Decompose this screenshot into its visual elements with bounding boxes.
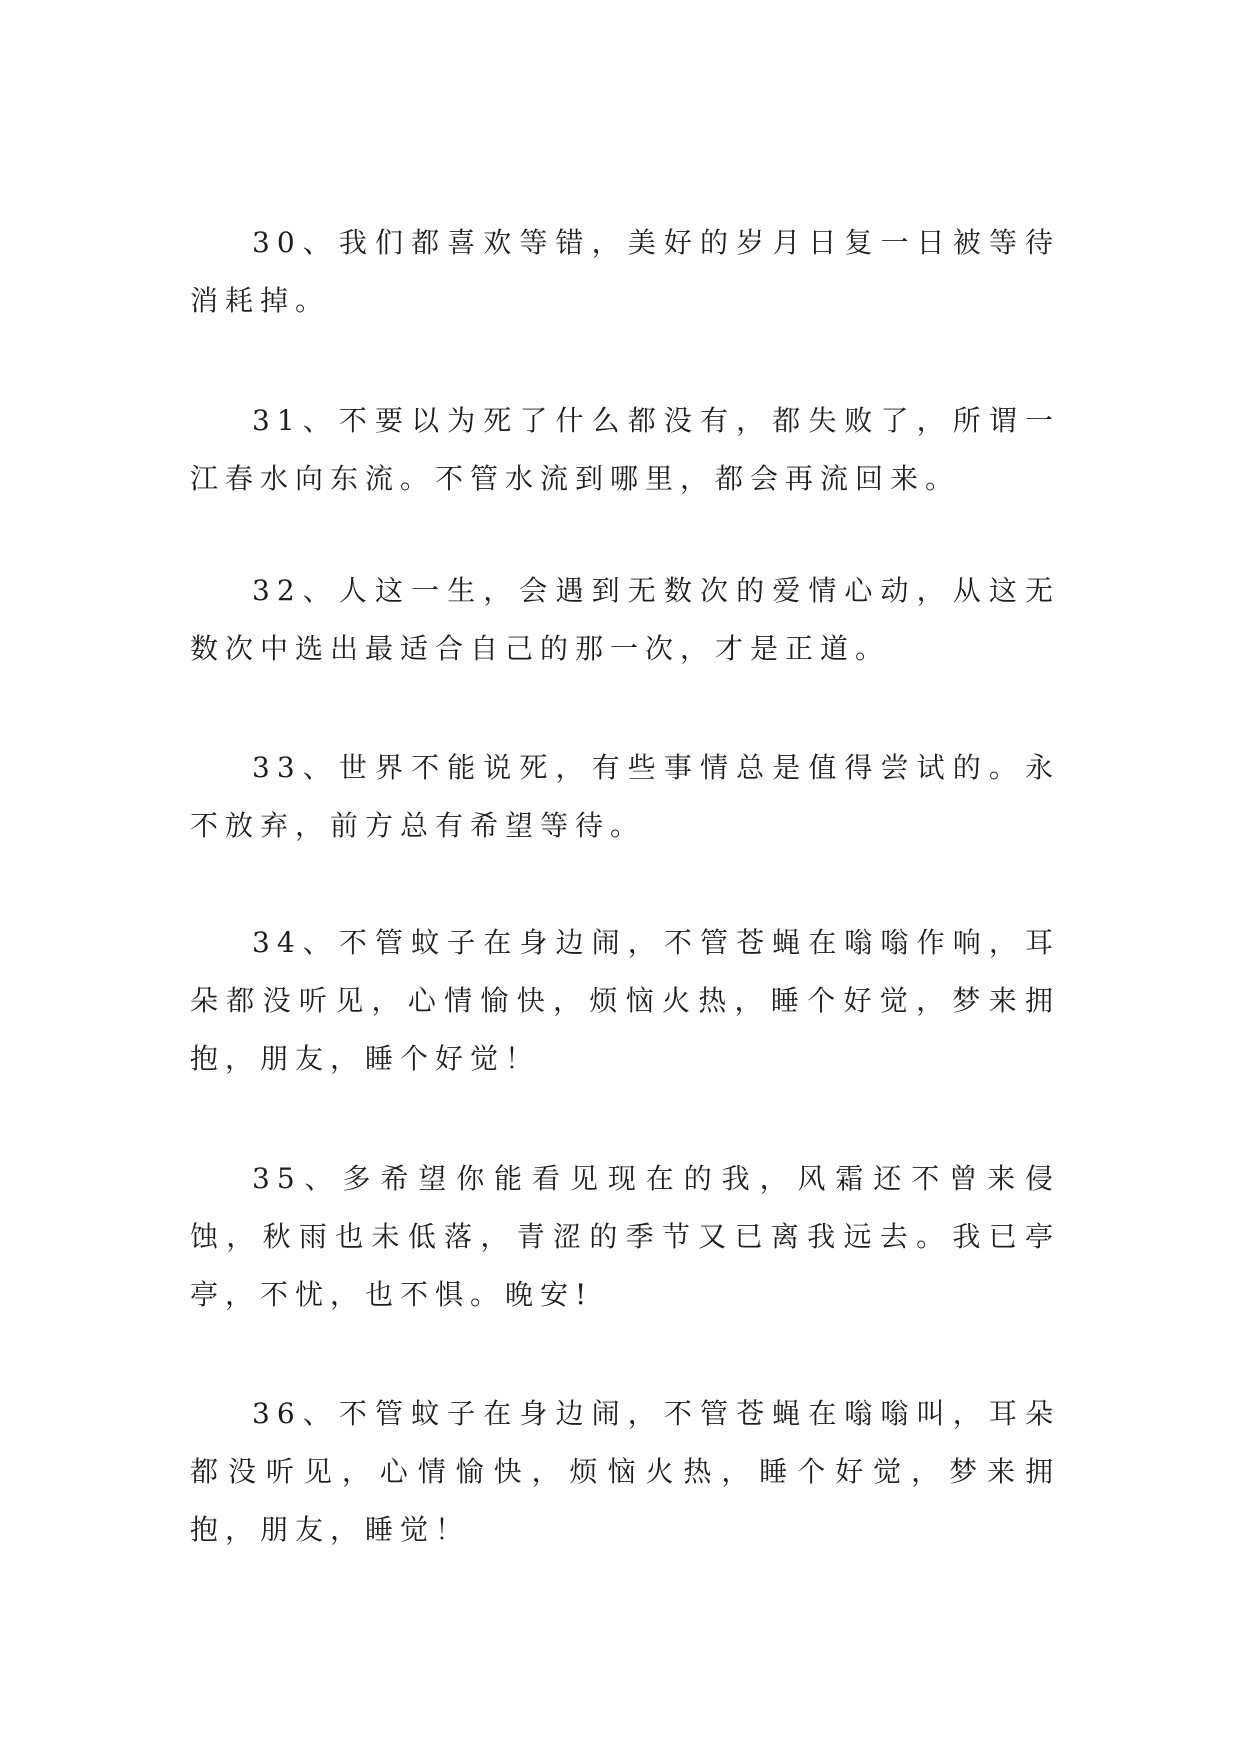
paragraph-33: 33、世界不能说死，有些事情总是值得尝试的。永不放弃，前方总有希望等待。 [190,751,1060,842]
paragraph-30: 30、我们都喜欢等错，美好的岁月日复一日被等待消耗掉。 [190,226,1060,317]
paragraph-32: 32、人这一生，会遇到无数次的爱情心动，从这无数次中选出最适合自己的那一次，才是正道。 [190,574,1060,665]
paragraph-31: 31、不要以为死了什么都没有，都失败了，所谓一江春水向东流。不管水流到哪里，都会再流回来。 [190,404,1060,495]
paragraph-34: 34、不管蚊子在身边闹，不管苍蝇在嗡嗡作响，耳朵都没听见，心情愉快，烦恼火热，睡个好觉，梦来拥抱，朋友，睡个好觉！ [190,926,1060,1075]
paragraph-35: 35、多希望你能看见现在的我，风霜还不曾来侵蚀，秋雨也未低落，青涩的季节又已离我远去。我已亭亭，不忧，也不惧。晚安! [190,1162,1060,1311]
paragraph-36: 36、不管蚊子在身边闹，不管苍蝇在嗡嗡叫，耳朵都没听见，心情愉快，烦恼火热，睡个好觉，梦来拥抱，朋友，睡觉！ [190,1397,1060,1546]
